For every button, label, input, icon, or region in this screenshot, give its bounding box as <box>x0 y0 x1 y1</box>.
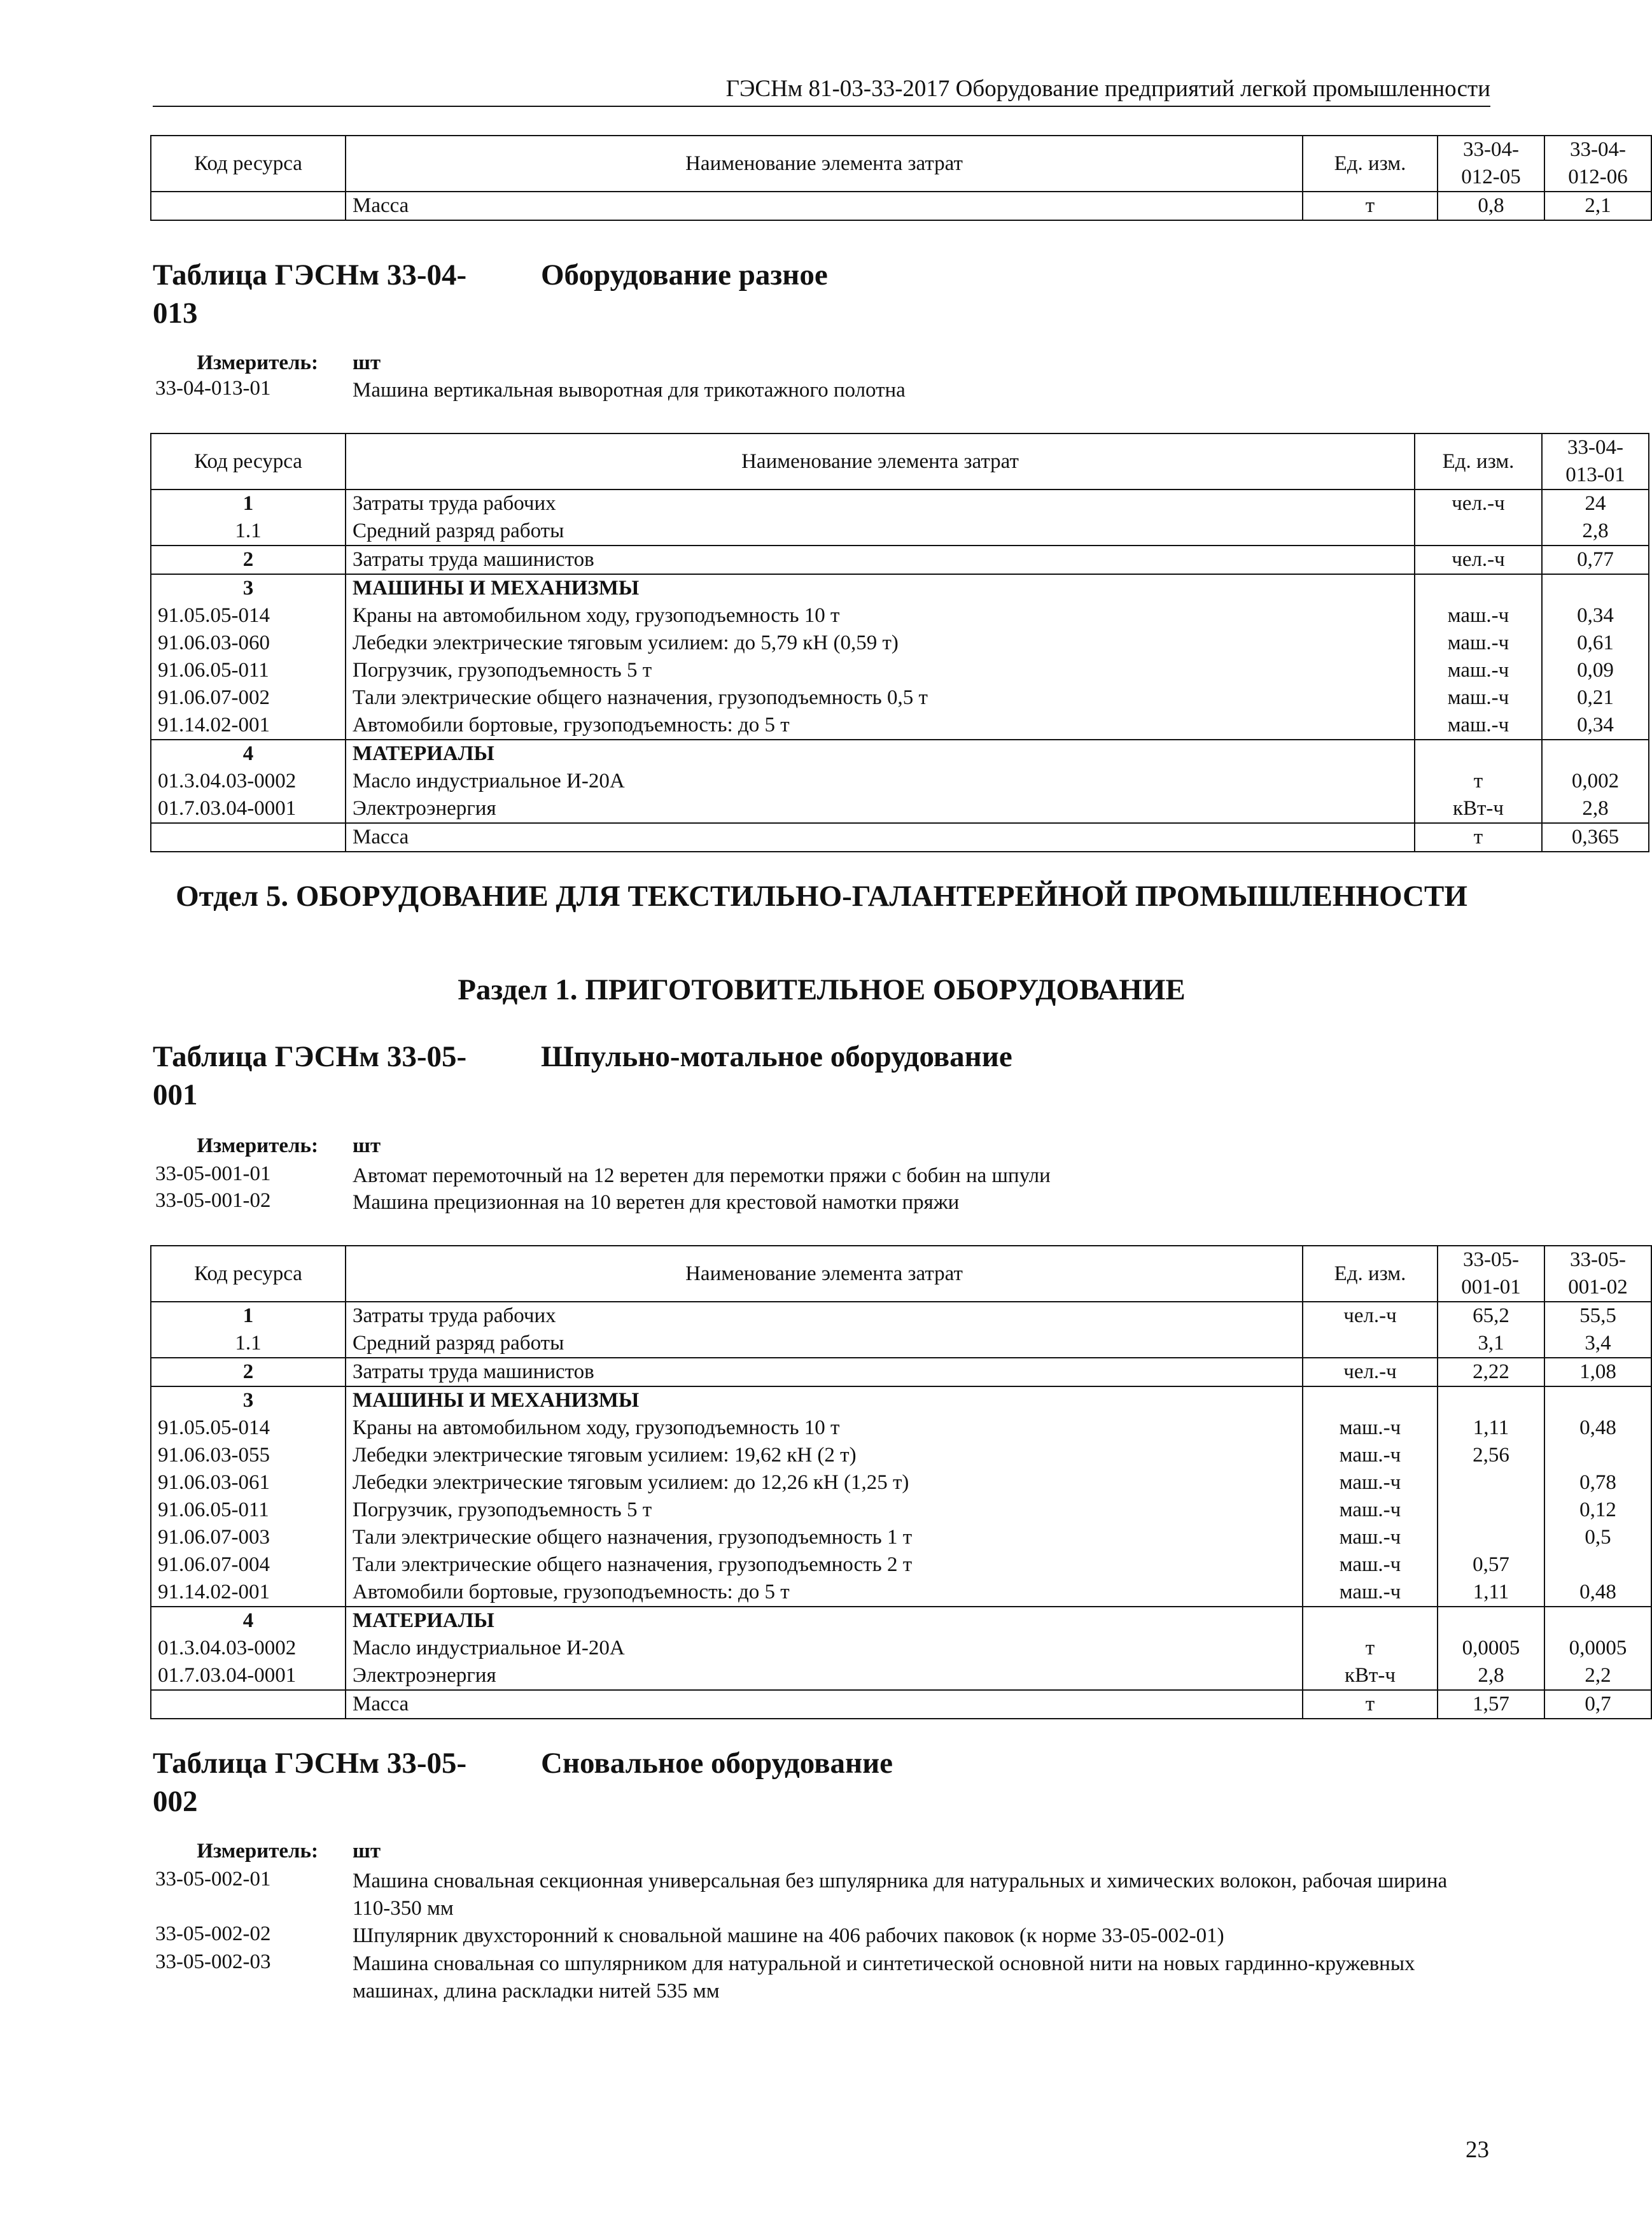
cost-item-name: Погрузчик, грузоподъемность 5 т <box>346 1497 1303 1524</box>
cost-item-name: Затраты труда машинистов <box>346 546 1415 574</box>
meter-text: Автомат перемоточный на 12 веретен для перемотки пряжи с бобин на шпули <box>353 1164 1051 1187</box>
cost-item-name: Электроэнергия <box>346 1662 1303 1690</box>
table-row <box>151 1358 1651 1386</box>
resource-code: 91.06.05-011 <box>151 1497 346 1524</box>
resource-code: 4 <box>151 740 346 768</box>
resource-code: 91.06.07-004 <box>151 1551 346 1579</box>
table-title: Шпульно-мотальное оборудование <box>541 1040 1012 1073</box>
unit-cell: кВт-ч <box>1415 795 1542 823</box>
table-row <box>151 1524 1651 1551</box>
norm-value <box>1438 1607 1544 1635</box>
col-header-name: Наименование элемента затрат <box>346 136 1303 192</box>
meter-unit: шт <box>353 1840 381 1863</box>
resource-code: 91.05.05-014 <box>151 1414 346 1442</box>
norm-value: 0,21 <box>1542 684 1649 712</box>
table-row <box>151 192 1651 220</box>
resource-code <box>151 1690 346 1719</box>
norm-value: 55,5 <box>1544 1302 1651 1330</box>
table-row <box>151 657 1649 684</box>
meter-unit: шт <box>353 351 381 374</box>
cost-item-name: Масло индустриальное И-20А <box>346 768 1415 795</box>
resource-code <box>151 823 346 852</box>
table-row <box>151 546 1649 574</box>
table-row <box>151 795 1649 823</box>
cost-item-name: Краны на автомобильном ходу, грузоподъемность 10 т <box>346 1414 1303 1442</box>
table-number: Таблица ГЭСНм 33-05-002 <box>153 1747 467 1818</box>
norm-value: 2,1 <box>1544 192 1651 220</box>
unit-cell: маш.-ч <box>1303 1579 1438 1607</box>
resource-code: 91.06.03-061 <box>151 1469 346 1497</box>
col-header-norm-1: 33-05-001-01 <box>1438 1246 1544 1302</box>
meter-code: 33-05-001-01 <box>155 1162 271 1185</box>
col-header-code: Код ресурса <box>151 136 346 192</box>
resource-code: 91.14.02-001 <box>151 712 346 740</box>
cost-item-name: Краны на автомобильном ходу, грузоподъемность 10 т <box>346 602 1415 630</box>
meter-code: 33-04-013-01 <box>155 377 271 400</box>
col-header-code: Код ресурса <box>151 433 346 490</box>
table-row <box>151 1442 1651 1469</box>
norm-value: 0,002 <box>1542 768 1649 795</box>
unit-cell <box>1415 574 1542 602</box>
meter-unit: шт <box>353 1134 381 1157</box>
norm-value <box>1438 1469 1544 1497</box>
norm-value <box>1438 1524 1544 1551</box>
norm-value: 0,5 <box>1544 1524 1651 1551</box>
norm-value: 0,77 <box>1542 546 1649 574</box>
resource-code: 01.7.03.04-0001 <box>151 795 346 823</box>
table-row <box>151 740 1649 768</box>
table-33-05-001 <box>150 1245 1652 1719</box>
norm-value: 2,8 <box>1438 1662 1544 1690</box>
col-header-norm-1: 33-04-012-05 <box>1438 136 1544 192</box>
table-33-04-013 <box>150 433 1649 852</box>
cost-item-name: Средний разряд работы <box>346 518 1415 546</box>
unit-cell: маш.-ч <box>1415 684 1542 712</box>
cost-item-name: Электроэнергия <box>346 795 1415 823</box>
norm-value: 0,09 <box>1542 657 1649 684</box>
cost-item-name: Масло индустриальное И-20А <box>346 1635 1303 1662</box>
norm-value: 2,56 <box>1438 1442 1544 1469</box>
norm-value: 0,7 <box>1544 1690 1651 1719</box>
norm-value: 0,78 <box>1544 1469 1651 1497</box>
norm-value <box>1544 1607 1651 1635</box>
norm-value <box>1542 740 1649 768</box>
norm-value: 0,34 <box>1542 712 1649 740</box>
cost-item-name: МАТЕРИАЛЫ <box>346 1607 1303 1635</box>
unit-cell: т <box>1303 1690 1438 1719</box>
norm-value: 0,48 <box>1544 1579 1651 1607</box>
table-row <box>151 1414 1651 1442</box>
running-header: ГЭСНм 81-03-33-2017 Оборудование предприятий легкой промышленности <box>725 76 1490 102</box>
unit-cell <box>1415 740 1542 768</box>
norm-value: 65,2 <box>1438 1302 1544 1330</box>
unit-cell: маш.-ч <box>1303 1469 1438 1497</box>
unit-cell: кВт-ч <box>1303 1662 1438 1690</box>
resource-code: 01.7.03.04-0001 <box>151 1662 346 1690</box>
norm-value: 3,4 <box>1544 1330 1651 1358</box>
norm-value: 0,61 <box>1542 630 1649 657</box>
cost-item-name: Лебедки электрические тяговым усилием: до 12,26 кН (1,25 т) <box>346 1469 1303 1497</box>
unit-cell: маш.-ч <box>1303 1442 1438 1469</box>
unit-cell: маш.-ч <box>1303 1497 1438 1524</box>
resource-code: 91.06.07-003 <box>151 1524 346 1551</box>
norm-value <box>1438 1386 1544 1414</box>
meter-label: Измеритель: <box>197 1134 318 1157</box>
unit-cell: маш.-ч <box>1415 712 1542 740</box>
norm-value: 0,57 <box>1438 1551 1544 1579</box>
col-header-unit: Ед. изм. <box>1303 136 1438 192</box>
resource-code: 3 <box>151 574 346 602</box>
resource-code: 4 <box>151 1607 346 1635</box>
table-row <box>151 490 1649 518</box>
meter-text: Машина сновальная секционная универсальная без шпулярника для натуральных и химических волокон, рабочая ширина 110-350 мм <box>353 1870 1448 1920</box>
meter-text: Шпулярник двухсторонний к сновальной машине на 406 рабочих паковок (к норме 33-05-002-01) <box>353 1924 1224 1947</box>
col-header-name: Наименование элемента затрат <box>346 1246 1303 1302</box>
unit-cell <box>1303 1330 1438 1358</box>
resource-code <box>151 192 346 220</box>
cost-item-name: Масса <box>346 1690 1303 1719</box>
col-header-unit: Ед. изм. <box>1303 1246 1438 1302</box>
table-body <box>151 1302 1651 1719</box>
meter-code: 33-05-002-01 <box>155 1868 271 1891</box>
norm-value <box>1542 574 1649 602</box>
norm-value: 0,12 <box>1544 1497 1651 1524</box>
table-row <box>151 630 1649 657</box>
norm-value: 1,11 <box>1438 1579 1544 1607</box>
meter-text: Машина вертикальная выворотная для трикотажного полотна <box>353 379 906 402</box>
norm-value: 0,8 <box>1438 192 1544 220</box>
unit-cell: маш.-ч <box>1303 1524 1438 1551</box>
table-row <box>151 518 1649 546</box>
resource-code: 91.06.03-055 <box>151 1442 346 1469</box>
table-title: Сновальное оборудование <box>541 1747 893 1780</box>
norm-value: 0,0005 <box>1544 1635 1651 1662</box>
cost-item-name: Автомобили бортовые, грузоподъемность: до 5 т <box>346 712 1415 740</box>
table-row <box>151 823 1649 852</box>
cost-item-name: Лебедки электрические тяговым усилием: 19,62 кН (2 т) <box>346 1442 1303 1469</box>
table-row <box>151 1386 1651 1414</box>
unit-cell: маш.-ч <box>1415 602 1542 630</box>
cost-item-name: МАТЕРИАЛЫ <box>346 740 1415 768</box>
section-heading: Раздел 1. ПРИГОТОВИТЕЛЬНОЕ ОБОРУДОВАНИЕ <box>458 973 1186 1006</box>
norm-value: 3,1 <box>1438 1330 1544 1358</box>
table-row <box>151 712 1649 740</box>
table-row <box>151 1579 1651 1607</box>
cost-item-name: Тали электрические общего назначения, грузоподъемность 0,5 т <box>346 684 1415 712</box>
unit-cell: чел.-ч <box>1303 1302 1438 1330</box>
table-row <box>151 574 1649 602</box>
cost-item-name: Лебедки электрические тяговым усилием: до 5,79 кН (0,59 т) <box>346 630 1415 657</box>
cost-item-name: Автомобили бортовые, грузоподъемность: до 5 т <box>346 1579 1303 1607</box>
table-number: Таблица ГЭСНм 33-04-013 <box>153 258 467 330</box>
unit-cell: маш.-ч <box>1415 657 1542 684</box>
resource-code: 1.1 <box>151 518 346 546</box>
header-rule <box>153 106 1490 107</box>
resource-code: 91.06.03-060 <box>151 630 346 657</box>
resource-code: 01.3.04.03-0002 <box>151 1635 346 1662</box>
resource-code: 1 <box>151 1302 346 1330</box>
cost-item-name: Затраты труда рабочих <box>346 490 1415 518</box>
cost-item-name: Затраты труда машинистов <box>346 1358 1303 1386</box>
unit-cell: т <box>1415 768 1542 795</box>
cost-item-name: Тали электрические общего назначения, грузоподъемность 1 т <box>346 1524 1303 1551</box>
table-row <box>151 1690 1651 1719</box>
meter-label: Измеритель: <box>197 351 318 374</box>
norm-value: 2,8 <box>1542 518 1649 546</box>
norm-value: 0,34 <box>1542 602 1649 630</box>
norm-value: 2,8 <box>1542 795 1649 823</box>
meter-code: 33-05-001-02 <box>155 1189 271 1212</box>
resource-code: 01.3.04.03-0002 <box>151 768 346 795</box>
unit-cell: маш.-ч <box>1303 1551 1438 1579</box>
table-row <box>151 1607 1651 1635</box>
cost-item-name: Погрузчик, грузоподъемность 5 т <box>346 657 1415 684</box>
col-header-name: Наименование элемента затрат <box>346 433 1415 490</box>
table-number: Таблица ГЭСНм 33-05-001 <box>153 1040 467 1111</box>
unit-cell: маш.-ч <box>1303 1414 1438 1442</box>
meter-text: Машина прецизионная на 10 веретен для крестовой намотки пряжи <box>353 1191 960 1214</box>
table-row <box>151 768 1649 795</box>
resource-code: 3 <box>151 1386 346 1414</box>
resource-code: 1.1 <box>151 1330 346 1358</box>
col-header-norm-2: 33-04-012-06 <box>1544 136 1651 192</box>
cost-item-name: Тали электрические общего назначения, грузоподъемность 2 т <box>346 1551 1303 1579</box>
table-row <box>151 1330 1651 1358</box>
table-row <box>151 1302 1651 1330</box>
cost-item-name: Затраты труда рабочих <box>346 1302 1303 1330</box>
unit-cell: чел.-ч <box>1415 546 1542 574</box>
unit-cell: чел.-ч <box>1415 490 1542 518</box>
cost-item-name: Средний разряд работы <box>346 1330 1303 1358</box>
col-header-unit: Ед. изм. <box>1415 433 1542 490</box>
norm-value <box>1438 1497 1544 1524</box>
resource-code: 91.14.02-001 <box>151 1579 346 1607</box>
table-body <box>151 490 1649 852</box>
table-row <box>151 1662 1651 1690</box>
cost-item-name: Масса <box>346 192 1303 220</box>
unit-cell <box>1303 1607 1438 1635</box>
norm-value: 2,2 <box>1544 1662 1651 1690</box>
norm-value: 0,0005 <box>1438 1635 1544 1662</box>
resource-code: 2 <box>151 546 346 574</box>
cost-item-name: МАШИНЫ И МЕХАНИЗМЫ <box>346 574 1415 602</box>
table-row <box>151 1551 1651 1579</box>
table-title: Оборудование разное <box>541 258 828 292</box>
cost-item-name: МАШИНЫ И МЕХАНИЗМЫ <box>346 1386 1303 1414</box>
cost-item-name: Масса <box>346 823 1415 852</box>
norm-value: 24 <box>1542 490 1649 518</box>
table-top-continuation <box>150 135 1652 221</box>
resource-code: 91.05.05-014 <box>151 602 346 630</box>
table-row <box>151 1635 1651 1662</box>
unit-cell: маш.-ч <box>1415 630 1542 657</box>
meter-code: 33-05-002-02 <box>155 1922 271 1945</box>
norm-value <box>1544 1386 1651 1414</box>
norm-value <box>1544 1442 1651 1469</box>
col-header-norm-2: 33-05-001-02 <box>1544 1246 1651 1302</box>
unit-cell: т <box>1303 1635 1438 1662</box>
table-row <box>151 602 1649 630</box>
norm-value: 2,22 <box>1438 1358 1544 1386</box>
resource-code: 1 <box>151 490 346 518</box>
norm-value: 1,57 <box>1438 1690 1544 1719</box>
unit-cell: чел.-ч <box>1303 1358 1438 1386</box>
meter-code: 33-05-002-03 <box>155 1950 271 1973</box>
norm-value: 1,11 <box>1438 1414 1544 1442</box>
page-number: 23 <box>1466 2137 1489 2163</box>
unit-cell <box>1303 1386 1438 1414</box>
col-header-norm-1: 33-04-013-01 <box>1542 433 1649 490</box>
meter-label: Измеритель: <box>197 1840 318 1863</box>
norm-value: 0,365 <box>1542 823 1649 852</box>
unit-cell: т <box>1303 192 1438 220</box>
norm-value: 1,08 <box>1544 1358 1651 1386</box>
norm-value <box>1544 1551 1651 1579</box>
table-body <box>151 192 1651 220</box>
table-row <box>151 1469 1651 1497</box>
col-header-code: Код ресурса <box>151 1246 346 1302</box>
resource-code: 2 <box>151 1358 346 1386</box>
resource-code: 91.06.05-011 <box>151 657 346 684</box>
table-row <box>151 1497 1651 1524</box>
meter-text: Машина сновальная со шпулярником для натуральной и синтетической основной нити на новых гардинно-кружевных машинах, длина раскладки нитей 535 мм <box>353 1952 1415 2003</box>
table-row <box>151 684 1649 712</box>
unit-cell <box>1415 518 1542 546</box>
unit-cell: т <box>1415 823 1542 852</box>
norm-value: 0,48 <box>1544 1414 1651 1442</box>
resource-code: 91.06.07-002 <box>151 684 346 712</box>
department-heading: Отдел 5. ОБОРУДОВАНИЕ ДЛЯ ТЕКСТИЛЬНО-ГАЛАНТЕРЕЙНОЙ ПРОМЫШЛЕННОСТИ <box>176 880 1467 913</box>
